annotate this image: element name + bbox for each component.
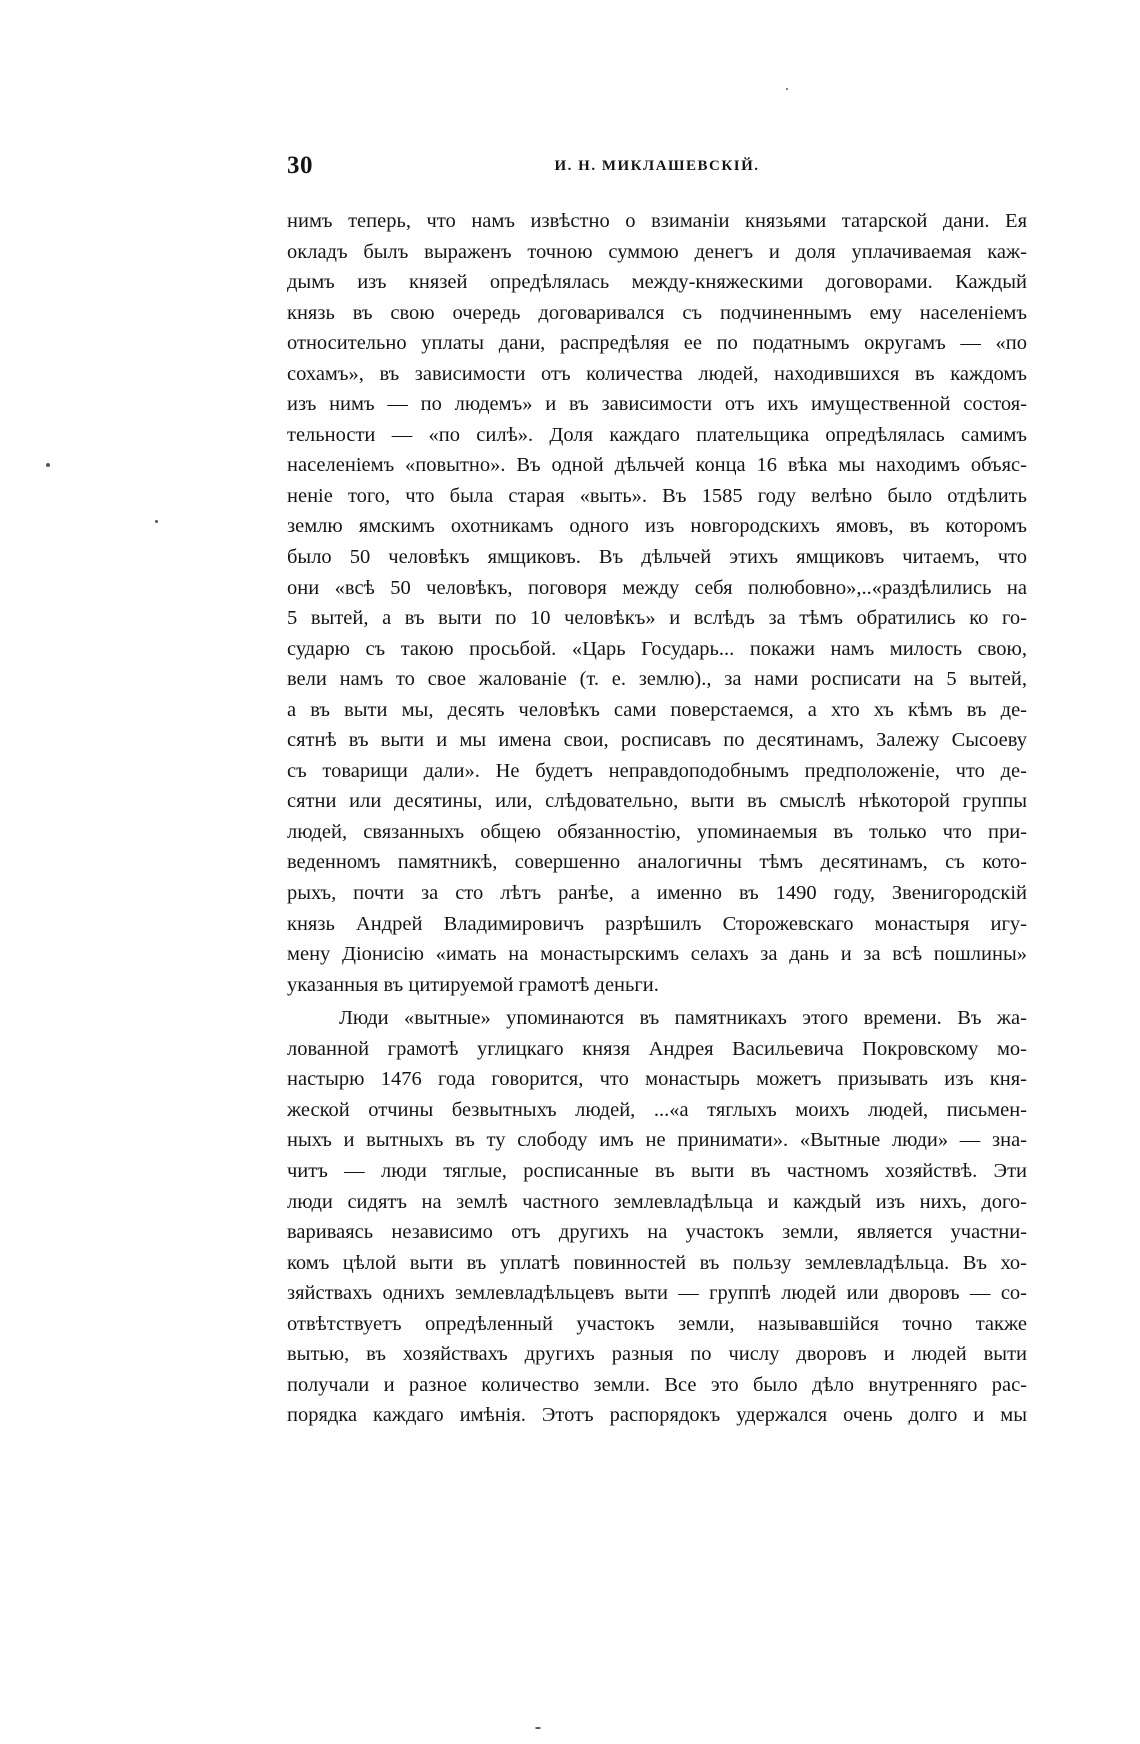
text-line: сударю съ такою просьбой. «Царь Государь... покажи намъ милость свою, [287,637,1027,660]
paragraph-1 [287,206,1027,1000]
text-line: настырю 1476 года говорится, что монастырь можетъ призывать изъ кня- [287,1068,1027,1091]
text-line: сохамъ», въ зависимости отъ количества людей, находившихся въ каждомъ [287,362,1027,385]
text-line: окладъ былъ выраженъ точною суммою денегъ и доля уплачиваемая каж- [287,240,1027,263]
text-line: а въ выти мы, десять человѣкъ сами поверстаемся, а хто хъ кѣмъ въ де- [287,698,1027,721]
text-line: зяйствахъ однихъ землевладѣльцевъ выти — группѣ людей или дворовъ — со- [287,1282,1027,1305]
scan-speck [535,1727,541,1729]
text-line: нимъ теперь, что намъ извѣстно о взиманіи князьями татарской дани. Ея [287,210,1027,232]
text-line: населеніемъ «повытно». Въ одной дѣльчей конца 16 вѣка мы находимъ объяс- [287,454,1027,477]
text-line: изъ нимъ — по людемъ» и въ зависимости отъ ихъ имущественной состоя- [287,393,1027,416]
text-line: лованной грамотѣ углицкаго князя Андрея Васильевича Покровскому мо- [287,1037,1027,1060]
text-line: они «всѣ 50 человѣкъ, поговоря между себя полюбовно»,..«раздѣлились на [287,576,1027,599]
text-line: веденномъ памятникѣ, совершенно аналогичны тѣмъ десятинамъ, съ кото- [287,851,1027,874]
text-line: князь въ свою очередь договаривался съ подчиненнымъ ему населеніемъ [287,301,1027,324]
text-line: указанныя въ цитируемой грамотѣ деньги. [287,973,659,996]
text-line: вели намъ то свое жалованіе (т. е. землю)., за нами росписати на 5 вытей, [287,668,1027,691]
text-line: 5 вытей, а въ выти по 10 человѣкъ» и вслѣдъ за тѣмъ обратились ко го- [287,607,1027,630]
running-head: И. Н. МИКЛАШЕВСКІЙ. [554,158,760,174]
text-line: дымъ изъ князей опредѣлялась между-княжескими договорами. Каждый [287,271,1027,294]
paragraph-2 [287,1003,1027,1431]
text-line: получали и разное количество земли. Все это было дѣло внутренняго рас- [287,1373,1027,1396]
text-line: относительно уплаты дани, распредѣляя ее по податнымъ округамъ — «по [287,332,1027,355]
text-line: комъ цѣлой выти въ уплатѣ повинностей въ пользу землевладѣльца. Въ хо- [287,1251,1027,1274]
text-line: Люди «вытные» упоминаются въ памятникахъ этого времени. Въ жа- [339,1007,1027,1030]
text-line: князь Андрей Владимировичъ разрѣшилъ Сторожевскаго монастыря игу- [287,912,1027,935]
scan-speck [155,520,158,523]
text-line: люди сидятъ на землѣ частного землевладѣльца и каждый изъ нихъ, дого- [287,1190,1027,1213]
text-line: сятнѣ въ выти и мы имена свои, росписавъ по десятинамъ, Залежу Сысоеву [287,729,1027,752]
text-line: ныхъ и вытныхъ въ ту слободу имъ не принимати». «Вытные люди» — зна- [287,1129,1027,1152]
scan-speck [46,463,50,467]
text-line: рыхъ, почти за сто лѣтъ ранѣе, а именно въ 1490 году, Звенигородскій [287,882,1027,905]
text-line: вытью, въ хозяйствахъ другихъ разныя по числу дворовъ и людей выти [287,1343,1027,1366]
page-number: 30 [287,152,313,179]
text-line: было 50 человѣкъ ямщиковъ. Въ дѣльчей этихъ ямщиковъ читаемъ, что [287,546,1027,569]
scan-speck [786,88,788,90]
text-line: отвѣтствуетъ опредѣленный участокъ земли, называвшійся точно также [287,1312,1027,1335]
text-line: жеской отчины безвытныхъ людей, ...«а тяглыхъ моихъ людей, письмен- [287,1098,1027,1121]
text-line: землю ямскимъ охотникамъ одного изъ новгородскихъ ямовъ, въ которомъ [287,515,1027,538]
text-line: людей, связанныхъ общею обязанностію, упоминаемыя въ только что при- [287,820,1027,843]
text-line: съ товарищи дали». Не будетъ неправдоподобнымъ предположеніе, что де- [287,759,1027,782]
page-header [287,152,1027,186]
text-line: сятни или десятины, или, слѣдовательно, выти въ смыслѣ нѣкоторой группы [287,790,1027,813]
text-line: тельности — «по силѣ». Доля каждаго плательщика опредѣлялась самимъ [287,423,1027,446]
text-line: вариваясь независимо отъ другихъ на участокъ земли, является участни- [287,1221,1027,1244]
body-text [287,206,1027,1431]
text-line: мену Діонисію «имать на монастырскимъ селахъ за дань и за всѣ пошлины» [287,943,1027,966]
text-line: читъ — люди тяглые, росписанные въ выти въ частномъ хозяйствѣ. Эти [287,1159,1027,1182]
text-line: неніе того, что была старая «выть». Въ 1585 году велѣно было отдѣлить [287,484,1027,507]
text-line: порядка каждаго имѣнія. Этотъ распорядокъ удержался очень долго и мы [287,1404,1027,1427]
